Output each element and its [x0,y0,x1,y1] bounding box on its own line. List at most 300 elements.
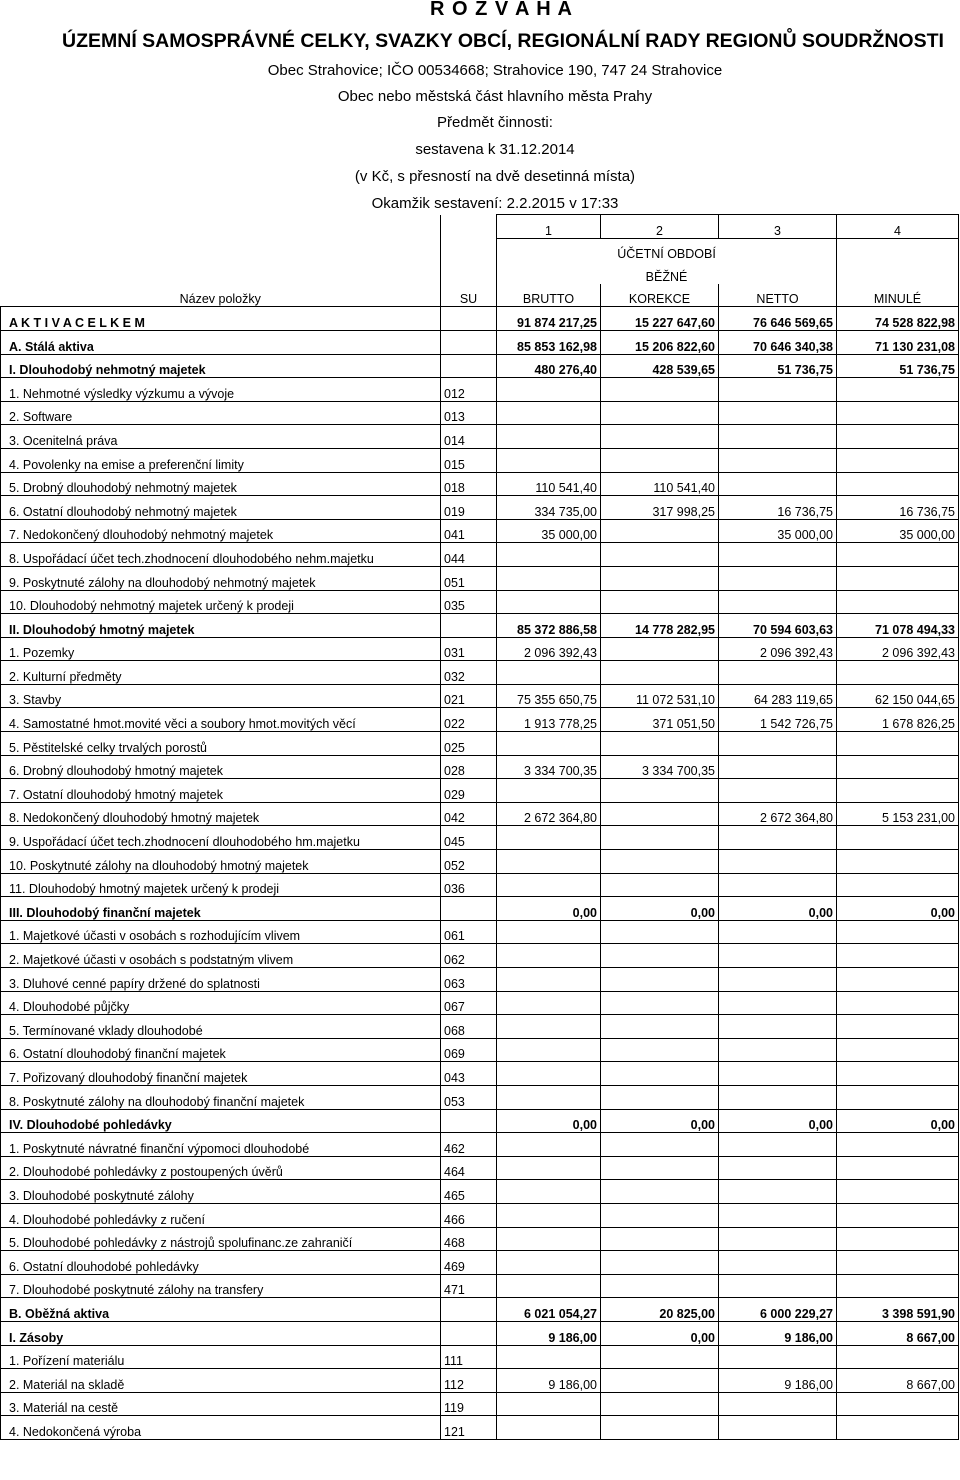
row-brutto [497,401,601,425]
row-korekce: 14 778 282,95 [601,614,719,638]
table-row [1,779,959,803]
row-brutto [497,1345,601,1369]
row-name: 7. Ostatní dlouhodobý hmotný majetek [1,779,441,803]
row-su: 036 [441,873,497,897]
row-netto [719,1345,837,1369]
row-korekce: 15 206 822,60 [601,330,719,354]
row-minule: 74 528 822,98 [837,307,959,331]
row-minule [837,755,959,779]
table-row [1,944,959,968]
row-korekce [601,991,719,1015]
row-name: 1. Poskytnuté návratné finanční výpomoci dlouhodobé [1,1133,441,1157]
table-row [1,968,959,992]
row-netto: 2 672 364,80 [719,802,837,826]
row-su: 466 [441,1203,497,1227]
row-minule [837,1015,959,1039]
row-netto: 9 186,00 [719,1321,837,1345]
row-korekce [601,920,719,944]
row-netto [719,1416,837,1440]
row-su [441,897,497,921]
row-name: 5. Pěstitelské celky trvalých porostů [1,732,441,756]
column-number-2: 2 [601,215,719,239]
row-netto [719,1085,837,1109]
row-netto [719,1156,837,1180]
row-name: 11. Dlouhodobý hmotný majetek určený k prodeji [1,873,441,897]
row-netto: 35 000,00 [719,519,837,543]
row-netto: 70 594 603,63 [719,614,837,638]
table-row [1,1369,959,1393]
row-su [441,330,497,354]
column-number-4: 4 [837,215,959,239]
table-row [1,1345,959,1369]
table-row [1,1416,959,1440]
row-korekce [601,590,719,614]
row-korekce: 110 541,40 [601,472,719,496]
row-korekce [601,850,719,874]
row-brutto: 6 021 054,27 [497,1298,601,1322]
row-minule: 71 078 494,33 [837,614,959,638]
row-brutto: 0,00 [497,1109,601,1133]
activity-line: Předmět činnosti: [437,114,553,131]
row-minule [837,1038,959,1062]
previous-period-header: MINULÉ [837,238,959,307]
row-su: 019 [441,496,497,520]
row-brutto: 110 541,40 [497,472,601,496]
row-su: 045 [441,826,497,850]
row-name: 3. Materiál na cestě [1,1392,441,1416]
row-korekce [601,1085,719,1109]
row-name: 9. Uspořádací účet tech.zhodnocení dlouhodobého hm.majetku [1,826,441,850]
row-su: 035 [441,590,497,614]
municipality-line: Obec nebo městská část hlavního města Prahy [337,88,653,105]
row-name: 8. Uspořádací účet tech.zhodnocení dlouhodobého nehm.majetku [1,543,441,567]
table-row [1,425,959,449]
column-number-1: 1 [497,215,601,239]
row-su: 042 [441,802,497,826]
row-name: A. Stálá aktiva [1,330,441,354]
row-brutto [497,1416,601,1440]
table-row [1,1203,959,1227]
korekce-header: KOREKCE [601,284,719,307]
row-su: 013 [441,401,497,425]
row-name: I. Dlouhodobý nehmotný majetek [1,354,441,378]
table-row [1,684,959,708]
row-korekce [601,873,719,897]
row-name: 1. Pozemky [1,637,441,661]
row-korekce: 20 825,00 [601,1298,719,1322]
row-brutto [497,779,601,803]
row-korekce: 317 998,25 [601,496,719,520]
row-name: IV. Dlouhodobé pohledávky [1,1109,441,1133]
row-minule [837,378,959,402]
row-brutto [497,566,601,590]
row-minule [837,1133,959,1157]
row-korekce [601,826,719,850]
row-su: 021 [441,684,497,708]
table-row [1,1156,959,1180]
row-su: 063 [441,968,497,992]
table-row [1,1062,959,1086]
row-minule [837,1203,959,1227]
row-netto [719,472,837,496]
row-brutto: 480 276,40 [497,354,601,378]
row-name: 7. Pořizovaný dlouhodobý finanční majetek [1,1062,441,1086]
row-brutto [497,1085,601,1109]
row-su: 041 [441,519,497,543]
table-row [1,307,959,331]
row-brutto: 85 372 886,58 [497,614,601,638]
row-su: 012 [441,378,497,402]
row-netto [719,590,837,614]
table-row [1,566,959,590]
compiled-date: sestavena k 31.12.2014 [415,141,575,158]
period-header: ÚČETNÍ OBDOBÍ [497,238,837,261]
table-row [1,755,959,779]
row-netto: 6 000 229,27 [719,1298,837,1322]
row-su [441,1298,497,1322]
row-korekce [601,1251,719,1275]
row-netto [719,401,837,425]
row-name: B. Oběžná aktiva [1,1298,441,1322]
row-su: 029 [441,779,497,803]
row-name: 4. Samostatné hmot.movité věci a soubory hmot.movitých věcí [1,708,441,732]
row-name: 3. Dlouhodobé poskytnuté zálohy [1,1180,441,1204]
row-su: 061 [441,920,497,944]
table-row [1,732,959,756]
row-name: 4. Dlouhodobé pohledávky z ručení [1,1203,441,1227]
table-row [1,1085,959,1109]
row-netto [719,779,837,803]
row-brutto [497,850,601,874]
row-name: 5. Dlouhodobé pohledávky z nástrojů spolufinanc.ze zahraničí [1,1227,441,1251]
row-su: 053 [441,1085,497,1109]
row-netto [719,661,837,685]
row-su [441,307,497,331]
row-brutto: 2 672 364,80 [497,802,601,826]
row-name: 6. Ostatní dlouhodobý nehmotný majetek [1,496,441,520]
table-row [1,448,959,472]
row-minule [837,1085,959,1109]
row-brutto [497,1038,601,1062]
table-row [1,354,959,378]
row-korekce [601,566,719,590]
row-su: 044 [441,543,497,567]
table-row [1,401,959,425]
netto-header: NETTO [719,284,837,307]
row-korekce [601,448,719,472]
row-name: 6. Ostatní dlouhodobé pohledávky [1,1251,441,1275]
row-netto [719,1203,837,1227]
row-su: 043 [441,1062,497,1086]
row-brutto: 334 735,00 [497,496,601,520]
row-netto [719,920,837,944]
row-netto [719,1015,837,1039]
row-brutto: 9 186,00 [497,1369,601,1393]
row-brutto: 85 853 162,98 [497,330,601,354]
row-korekce [601,1345,719,1369]
row-minule [837,1392,959,1416]
row-name: I. Zásoby [1,1321,441,1345]
row-name: 6. Drobný dlouhodobý hmotný majetek [1,755,441,779]
row-netto: 76 646 569,65 [719,307,837,331]
entity-line: Obec Strahovice; IČO 00534668; Strahovice 190, 747 24 Strahovice [267,62,723,79]
row-brutto [497,968,601,992]
row-name: 2. Kulturní předměty [1,661,441,685]
row-minule [837,1180,959,1204]
row-minule [837,1251,959,1275]
row-su: 052 [441,850,497,874]
row-su: 032 [441,661,497,685]
row-minule [837,1227,959,1251]
row-korekce: 428 539,65 [601,354,719,378]
row-netto [719,944,837,968]
row-su: 119 [441,1392,497,1416]
row-brutto: 2 096 392,43 [497,637,601,661]
row-netto [719,1180,837,1204]
row-korekce [601,637,719,661]
row-name: 8. Poskytnuté zálohy na dlouhodobý finanční majetek [1,1085,441,1109]
row-name: III. Dlouhodobý finanční majetek [1,897,441,921]
row-su: 028 [441,755,497,779]
row-su [441,1321,497,1345]
row-name: 6. Ostatní dlouhodobý finanční majetek [1,1038,441,1062]
row-name: 1. Majetkové účasti v osobách s rozhodujícím vlivem [1,920,441,944]
row-korekce [601,519,719,543]
row-netto [719,1274,837,1298]
row-korekce [601,944,719,968]
row-su: 471 [441,1274,497,1298]
row-su [441,614,497,638]
row-netto [719,448,837,472]
row-brutto [497,1015,601,1039]
row-brutto [497,732,601,756]
row-korekce [601,1369,719,1393]
row-su [441,1109,497,1133]
table-row [1,496,959,520]
row-netto [719,1062,837,1086]
row-brutto [497,991,601,1015]
table-row [1,897,959,921]
row-netto: 2 096 392,43 [719,637,837,661]
table-row [1,991,959,1015]
row-netto [719,873,837,897]
row-brutto: 1 913 778,25 [497,708,601,732]
row-name: II. Dlouhodobý hmotný majetek [1,614,441,638]
row-netto [719,566,837,590]
row-minule [837,873,959,897]
row-netto [719,1133,837,1157]
row-su: 031 [441,637,497,661]
row-minule [837,779,959,803]
row-korekce [601,543,719,567]
row-minule [837,1062,959,1086]
row-netto [719,1038,837,1062]
row-minule [837,732,959,756]
row-netto [719,826,837,850]
row-korekce [601,425,719,449]
row-name: 3. Stavby [1,684,441,708]
row-netto [719,1392,837,1416]
row-minule [837,968,959,992]
row-name: 7. Dlouhodobé poskytnuté zálohy na transfery [1,1274,441,1298]
row-su: 069 [441,1038,497,1062]
row-name: 1. Pořízení materiálu [1,1345,441,1369]
row-name: 8. Nedokončený dlouhodobý hmotný majetek [1,802,441,826]
row-su: 121 [441,1416,497,1440]
table-row [1,1038,959,1062]
table-row [1,1109,959,1133]
row-minule: 8 667,00 [837,1369,959,1393]
row-name: 3. Dluhové cenné papíry držené do splatnosti [1,968,441,992]
row-brutto: 3 334 700,35 [497,755,601,779]
table-row [1,1133,959,1157]
row-minule [837,991,959,1015]
table-row [1,1251,959,1275]
su-column-header: SU [441,215,497,307]
table-row [1,708,959,732]
row-su: 022 [441,708,497,732]
row-su: 464 [441,1156,497,1180]
row-su [441,354,497,378]
row-korekce [601,378,719,402]
row-brutto [497,1180,601,1204]
row-su: 469 [441,1251,497,1275]
row-korekce [601,1015,719,1039]
row-netto: 64 283 119,65 [719,684,837,708]
row-netto: 0,00 [719,1109,837,1133]
table-row [1,826,959,850]
row-su: 067 [441,991,497,1015]
table-row [1,590,959,614]
row-name: 4. Dlouhodobé půjčky [1,991,441,1015]
row-netto [719,543,837,567]
row-minule [837,1274,959,1298]
row-brutto: 0,00 [497,897,601,921]
table-row [1,1274,959,1298]
row-netto [719,968,837,992]
row-minule [837,1156,959,1180]
balance-sheet-table [0,214,959,1440]
row-korekce [601,1227,719,1251]
row-minule [837,472,959,496]
row-brutto [497,378,601,402]
table-row [1,543,959,567]
row-name: 9. Poskytnuté zálohy na dlouhodobý nehmotný majetek [1,566,441,590]
row-brutto [497,425,601,449]
row-su: 015 [441,448,497,472]
row-korekce [601,1416,719,1440]
row-korekce [601,968,719,992]
row-name: A K T I V A C E L K E M [1,307,441,331]
table-row [1,1392,959,1416]
table-row [1,920,959,944]
row-brutto: 75 355 650,75 [497,684,601,708]
row-brutto [497,873,601,897]
row-korekce [601,1392,719,1416]
row-su: 014 [441,425,497,449]
row-korekce [601,1274,719,1298]
row-korekce: 0,00 [601,1321,719,1345]
row-name: 10. Poskytnuté zálohy na dlouhodobý hmotný majetek [1,850,441,874]
row-brutto [497,1392,601,1416]
row-brutto [497,944,601,968]
row-brutto [497,1156,601,1180]
row-minule [837,425,959,449]
table-row [1,472,959,496]
row-korekce: 0,00 [601,897,719,921]
table-row [1,1298,959,1322]
row-netto [719,425,837,449]
row-minule: 51 736,75 [837,354,959,378]
row-name: 2. Majetkové účasti v osobách s podstatným vlivem [1,944,441,968]
row-su: 112 [441,1369,497,1393]
document-subtitle: ÚZEMNÍ SAMOSPRÁVNÉ CELKY, SVAZKY OBCÍ, REGIONÁLNÍ RADY REGIONŮ SOUDRŽNOSTI [62,30,944,52]
row-netto: 70 646 340,38 [719,330,837,354]
table-row [1,1321,959,1345]
timestamp: Okamžik sestavení: 2.2.2015 v 17:33 [371,195,619,212]
row-name: 2. Materiál na skladě [1,1369,441,1393]
row-brutto: 91 874 217,25 [497,307,601,331]
row-brutto: 9 186,00 [497,1321,601,1345]
row-brutto [497,1251,601,1275]
row-minule: 3 398 591,90 [837,1298,959,1322]
row-su: 062 [441,944,497,968]
row-minule [837,566,959,590]
row-korekce [601,732,719,756]
row-name: 10. Dlouhodobý nehmotný majetek určený k prodeji [1,590,441,614]
row-korekce: 371 051,50 [601,708,719,732]
row-netto: 16 736,75 [719,496,837,520]
row-korekce: 3 334 700,35 [601,755,719,779]
row-brutto [497,1133,601,1157]
row-name: 4. Nedokončená výroba [1,1416,441,1440]
row-name: 4. Povolenky na emise a preferenční limity [1,448,441,472]
row-netto [719,1227,837,1251]
row-name: 2. Dlouhodobé pohledávky z postoupených úvěrů [1,1156,441,1180]
name-column-header: Název položky [1,215,441,307]
row-korekce [601,1133,719,1157]
table-row [1,1227,959,1251]
row-korekce: 0,00 [601,1109,719,1133]
row-brutto [497,1062,601,1086]
row-minule: 71 130 231,08 [837,330,959,354]
row-name: 5. Termínované vklady dlouhodobé [1,1015,441,1039]
table-row [1,378,959,402]
row-minule [837,543,959,567]
row-korekce [601,779,719,803]
row-su: 462 [441,1133,497,1157]
row-korekce [601,1156,719,1180]
table-row [1,1015,959,1039]
table-row [1,850,959,874]
table-row [1,519,959,543]
table-row [1,637,959,661]
row-korekce: 15 227 647,60 [601,307,719,331]
table-row [1,330,959,354]
row-su: 051 [441,566,497,590]
column-number-row [1,215,959,239]
row-name: 2. Software [1,401,441,425]
row-minule: 0,00 [837,1109,959,1133]
row-netto: 0,00 [719,897,837,921]
row-su: 111 [441,1345,497,1369]
row-korekce [601,1180,719,1204]
row-brutto [497,920,601,944]
row-netto [719,991,837,1015]
row-minule: 8 667,00 [837,1321,959,1345]
row-minule: 1 678 826,25 [837,708,959,732]
row-netto: 9 186,00 [719,1369,837,1393]
